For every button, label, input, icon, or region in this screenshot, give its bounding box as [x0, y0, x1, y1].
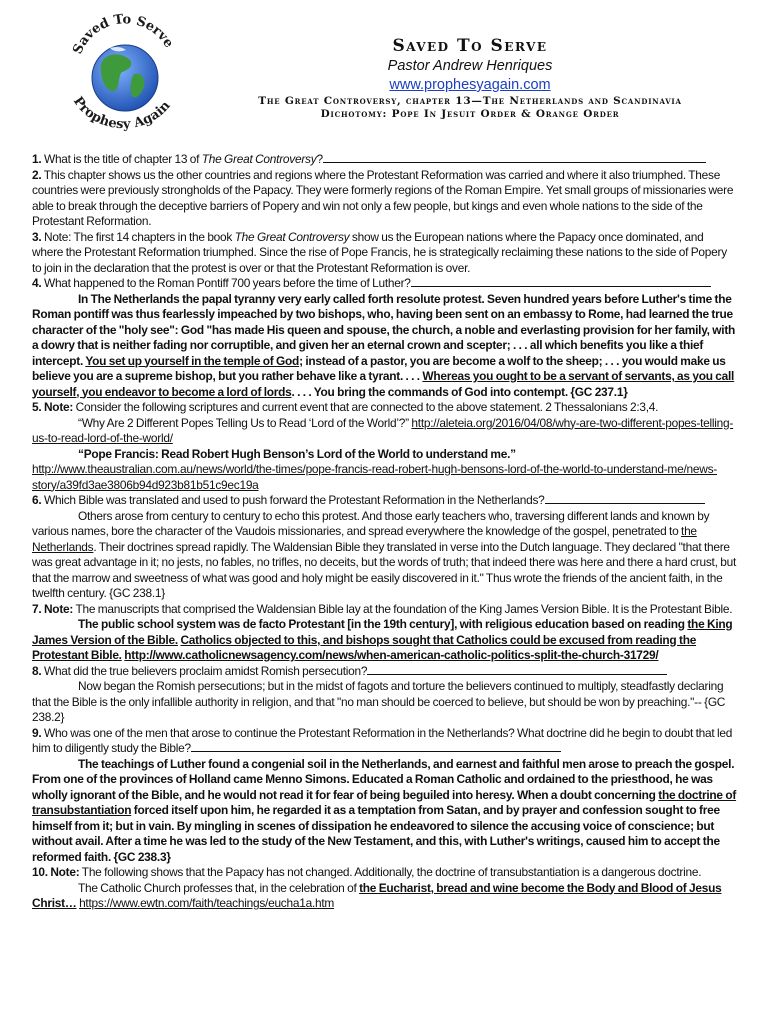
answer-blank[interactable] — [367, 664, 667, 675]
ewtn-link[interactable]: https://www.ewtn.com/faith/teachings/eucha1a.htm — [79, 896, 335, 910]
question-9: 9. Who was one of the men that arose to continue the Protestant Reformation in the Netherlands? What doctrine did he begin to doubt that led him to diligently study the Bible? — [32, 725, 733, 755]
answer-blank[interactable] — [411, 276, 711, 287]
question-10: 10. Note: The following shows that the Papacy has not changed. Additionally, the doctrine of transubstantiation is a dangerous doctrine. — [32, 865, 702, 879]
saved-to-serve-logo — [50, 12, 200, 142]
article-lord-of-the-world: “Why Are 2 Different Popes Telling Us to Read ‘Lord of the World’?” http://aleteia.org/2016/04/08/why-are-two-different-popes-telling-us-to-read-lord-of-the-world/ — [32, 415, 734, 445]
question-7: 7. Note: The manuscripts that comprised the Waldensian Bible lay at the foundation of the King James Version Bible. It is the Protestant Bible. — [32, 601, 733, 616]
svg-text:Saved To Serve: Saved To Serve — [70, 12, 177, 57]
svg-text:Prophesy Again: Prophesy Again — [70, 94, 174, 133]
theaustralian-link[interactable]: http://www.theaustralian.com.au/news/world/the-times/pope-francis-read-robert-hugh-bensons-lord-of-the-world-to-understand-me/news-story/a39fd3ae3806b94d923b81b51c9ec19a — [32, 462, 717, 492]
quote-gc-237-1: In The Netherlands the papal tyranny very early called forth resolute protest. Seven hundred years before Luther's time the Roman pontiff was thus fearlessly impeached by two bishops, who, having been sent on an embassy to Rome, had learned the true character of the "holy see": God "has made His queen and spouse, the church, a noble and everlasting provision for her family, with a dowry that is neither fading nor corruptible, and given her an eternal crown and scepter; . . . all which benefits you like a thief intercept. You set up yourself in the temple of God; instead of a pastor, you are become a wolf to the sheep; . . . you would make us believe you are a supreme bishop, but you rather behave like a tyrant. . . . Whereas you ought to be a servant of servants, as you call yourself, you endeavor to become a lord of lords. . . . You bring the commands of God into contempt. {GC 237.1} — [32, 291, 736, 399]
answer-blank[interactable] — [323, 152, 706, 163]
pastor-name: Pastor Andrew Henriques — [387, 58, 553, 74]
answer-blank[interactable] — [545, 493, 705, 504]
question-1: 1. What is the title of chapter 13 of The Great Controversy? — [32, 152, 737, 168]
aleteia-link[interactable]: http://aleteia.org/2016/04/08/why-are-two-different-popes-telling-us-to-read-lord-of-the-world/ — [32, 415, 734, 445]
question-5: 5. Note: Consider the following scriptures and current event that are connected to the above statement. 2 Thessalonians 2:3,4. — [32, 400, 659, 414]
globe-logo-icon — [50, 12, 200, 142]
quote-catholic-news: The public school system was de facto Protestant [in the 19th century], with religious education based on reading the King James Version of the Bible. Catholics objected to this, and bishops sought that Catholics could be excused from reading the Protestant Bible. http://www.catholicnewsagency.com/news/when-american-catholic-politics-split-the-church-31729/ — [32, 617, 733, 662]
quote-gc-238-1: Others arose from century to century to echo this protest. And those early teachers who, traversing different lands and known by various names, bore the character of the Vaudois missionaries, and spread everywhere the knowledge of the gospel, penetrated to the Netherlands. Their doctrines spread rapidly. The Waldensian Bible they translated in verse into the Dutch language. They declared "that there was great advantage in it; no jests, no fables, no trifles, no deceits, but the words of truth; that indeed there was here and there a hard crust, but that the marrow and sweetness of what was good and holy might be easily discovered in it." Thus wrote the friends of the ancient faith, in the twelfth century. {GC 238.1} — [32, 508, 737, 600]
question-6: 6. Which Bible was translated and used to push forward the Protestant Reformation in the Netherlands? — [32, 493, 737, 509]
study-content — [32, 152, 737, 912]
lesson-dichotomy: Dichotomy: Pope In Jesuit Order & Orange Order — [320, 108, 620, 120]
question-4: 4. What happened to the Roman Pontiff 700 years before the time of Luther? — [32, 276, 737, 292]
quote-gc-238-2: Now began the Romish persecutions; but in the midst of fagots and torture the believers continued to multiply, steadfastly declaring that the Bible is the only infallible authority in religion, and that "no man should be coerced to believe, but should be won by preaching."-- {GC 238.2} — [32, 679, 726, 724]
lesson-subtitle: The Great Controversy, chapter 13—The Netherlands and Scandinavia — [258, 95, 682, 107]
question-2: 2. This chapter shows us the other countries and regions where the Protestant Reformation was carried and where it also triumphed. These countries were previously strongholds of the Papacy. They were formerly regions of the Roman Empire. Yet small groups of missionaries were able to break through the deceptive barriers of Popery and win not only a few people, but kings and even whole nations to the side of the Protestant Reformation. — [32, 167, 734, 228]
question-3: 3. Note: The first 14 chapters in the book The Great Controversy show us the European nations where the Papacy once dominated, and where the Protestant Reformation triumphed. Since the rise of Pope Francis, he is strategically reclaiming these nations to the side of Popery to join in the declaration that the protest is over or that the Protestant Reformation is over. — [32, 229, 727, 275]
article-pope-francis: “Pope Francis: Read Robert Hugh Benson’s Lord of the World to understand me.” http://www.theaustralian.com.au/news/world/the-times/pope-francis-read-robert-hugh-bensons-lord-of-the-world-to-understand-me/news-story/a39fd3ae3806b94d923b81b51c9ec19a — [32, 446, 717, 492]
quote-gc-238-3: The teachings of Luther found a congenial soil in the Netherlands, and earnest and faithful men arose to preach the gospel. From one of the provinces of Holland came Menno Simons. Educated a Roman Catholic and ordained to the priesthood, he was wholly ignorant of the Bible, and he would not read it for fear of being beguiled into heresy. When a doubt concerning the doctrine of transubstantiation forced itself upon him, he regarded it as a temptation from Satan, and by prayer and confession sought to free himself from it; but in vain. By mingling in scenes of dissipation he endeavored to silence the accusing voice of conscience; but without avail. After a time he was led to the study of the New Testament, and this, with Luther's writings, caused him to accept the reformed faith. {GC 238.3} — [32, 756, 737, 864]
page-title: Saved To Serve — [392, 36, 548, 56]
website-link[interactable]: www.prophesyagain.com — [389, 77, 551, 93]
catholicnewsagency-link[interactable]: http://www.catholicnewsagency.com/news/when-american-catholic-politics-split-the-church-31729/ — [124, 648, 659, 662]
quote-eucharist: The Catholic Church professes that, in the celebration of the Eucharist, bread and wine become the Body and Blood of Jesus Christ… https://www.ewtn.com/faith/teachings/eucha1a.htm — [32, 880, 722, 910]
answer-blank[interactable] — [191, 741, 561, 752]
question-8: 8. What did the true believers proclaim amidst Romish persecution? — [32, 664, 737, 680]
